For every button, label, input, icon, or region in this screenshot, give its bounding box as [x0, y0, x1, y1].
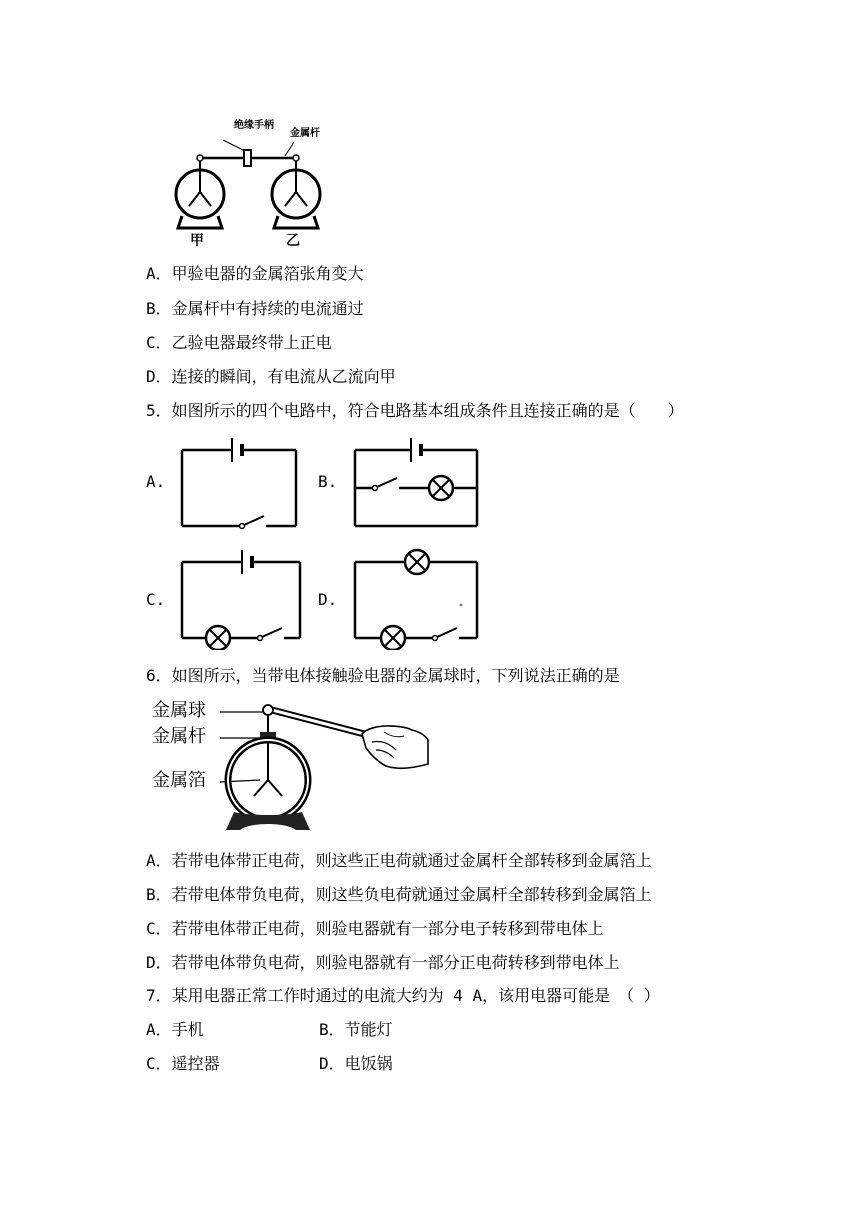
q6-option-a: A．若带电体带正电荷，则这些正电荷就通过金属杆全部转移到金属箔上 [146, 851, 652, 870]
metal-ball-label: 金属球 [152, 700, 206, 721]
circuit-d-label: D. [318, 590, 338, 609]
circuit-d [349, 546, 483, 650]
q7-option-d: D．电饭锅 [319, 1054, 393, 1073]
metal-rod-label-2: 金属杆 [152, 726, 206, 747]
q6-option-c: C．若带电体带正电荷，则验电器就有一部分电子转移到带电体上 [146, 919, 604, 938]
q4-option-c: C．乙验电器最终带上正电 [146, 333, 332, 352]
electroscope-touch-figure [150, 696, 440, 836]
electroscope-pair-figure [168, 118, 344, 250]
q6-option-b: B．若带电体带负电荷，则这些负电荷就通过金属杆全部转移到金属箔上 [146, 885, 652, 904]
insulated-handle-label: 绝缘手柄 [234, 120, 274, 131]
circuit-a-label: A. [146, 472, 166, 491]
q7-option-a: A．手机 [146, 1020, 204, 1039]
metal-rod-label: 金属杆 [290, 128, 320, 139]
q5-stem: 5．如图所示的四个电路中，符合电路基本组成条件且连接正确的是（ ） [146, 401, 684, 420]
q4-option-a: A．甲验电器的金属箔张角变大 [146, 264, 364, 283]
q6-stem: 6．如图所示，当带电体接触验电器的金属球时，下列说法正确的是 [146, 666, 620, 685]
circuit-c [176, 546, 306, 650]
circuit-b-label: B. [318, 472, 338, 491]
metal-foil-label: 金属箔 [152, 770, 206, 791]
q6-option-d: D．若带电体带负电荷，则验电器就有一部分正电荷转移到带电体上 [146, 953, 620, 972]
q4-option-b: B．金属杆中有持续的电流通过 [146, 299, 364, 318]
jia-label: 甲 [190, 233, 204, 249]
q7-stem: 7．某用电器正常工作时通过的电流大约为 4 A，该用电器可能是 （ ） [146, 986, 660, 1005]
q4-option-d: D．连接的瞬间，有电流从乙流向甲 [146, 367, 396, 386]
circuit-b [349, 436, 483, 532]
yi-label: 乙 [286, 233, 300, 249]
circuit-c-label: C. [146, 590, 166, 609]
circuit-a [176, 436, 302, 532]
q7-option-c: C．遥控器 [146, 1054, 220, 1073]
q7-option-b: B．节能灯 [319, 1020, 393, 1039]
